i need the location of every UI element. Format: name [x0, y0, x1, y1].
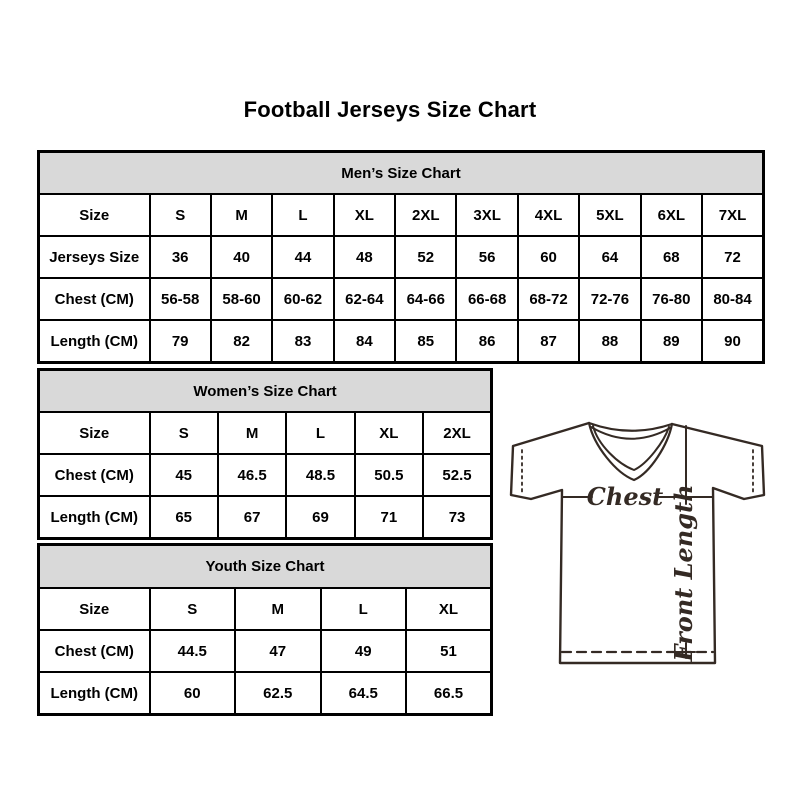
size-cell: 5XL: [579, 194, 640, 236]
size-cell: 52.5: [423, 454, 491, 496]
size-cell: 64.5: [321, 672, 407, 715]
size-cell: 2XL: [395, 194, 456, 236]
front-length-label: Front Length: [669, 484, 698, 662]
jersey-outline: [511, 423, 764, 663]
size-cell: 3XL: [456, 194, 517, 236]
table-row: [39, 454, 492, 496]
row-label: Size: [39, 194, 150, 236]
size-cell: 84: [334, 320, 395, 363]
table-row: [39, 320, 764, 363]
size-cell: 60: [150, 672, 236, 715]
table-row: [39, 672, 492, 715]
size-cell: 68-72: [518, 278, 579, 320]
size-cell: 71: [355, 496, 423, 539]
size-cell: 72: [702, 236, 763, 278]
table-row: [39, 236, 764, 278]
size-cell: 72-76: [579, 278, 640, 320]
youth-table-title: Youth Size Chart: [39, 545, 492, 589]
size-cell: 44: [272, 236, 333, 278]
size-cell: 82: [211, 320, 272, 363]
row-label: Chest (CM): [39, 278, 150, 320]
table-row: [39, 588, 492, 630]
chest-label: Chest: [586, 482, 664, 511]
size-cell: 56: [456, 236, 517, 278]
size-cell: 62-64: [334, 278, 395, 320]
size-cell: 86: [456, 320, 517, 363]
row-label: Length (CM): [39, 320, 150, 363]
size-cell: 45: [150, 454, 218, 496]
size-cell: L: [272, 194, 333, 236]
size-cell: 69: [286, 496, 354, 539]
row-label: Chest (CM): [39, 630, 150, 672]
row-label: Size: [39, 588, 150, 630]
size-cell: 89: [641, 320, 702, 363]
size-cell: M: [211, 194, 272, 236]
size-cell: XL: [406, 588, 492, 630]
row-label: Chest (CM): [39, 454, 150, 496]
mens-size-table: [37, 150, 765, 364]
size-cell: 76-80: [641, 278, 702, 320]
size-cell: 48.5: [286, 454, 354, 496]
youth-size-table: [37, 543, 493, 716]
size-cell: 4XL: [518, 194, 579, 236]
size-cell: S: [150, 412, 218, 454]
jersey-measurement-diagram: [498, 400, 778, 690]
row-label: Jerseys Size: [39, 236, 150, 278]
size-cell: 58-60: [211, 278, 272, 320]
size-cell: 36: [150, 236, 211, 278]
table-row: [39, 194, 764, 236]
table-row: [39, 278, 764, 320]
size-cell: 50.5: [355, 454, 423, 496]
size-cell: 7XL: [702, 194, 763, 236]
size-cell: 64-66: [395, 278, 456, 320]
size-cell: S: [150, 588, 236, 630]
size-cell: M: [218, 412, 286, 454]
size-cell: 83: [272, 320, 333, 363]
size-cell: 65: [150, 496, 218, 539]
size-cell: L: [286, 412, 354, 454]
size-cell: 52: [395, 236, 456, 278]
size-cell: 66.5: [406, 672, 492, 715]
row-label: Length (CM): [39, 496, 150, 539]
size-cell: 46.5: [218, 454, 286, 496]
size-cell: 90: [702, 320, 763, 363]
table-header-row: [39, 152, 764, 195]
size-cell: 48: [334, 236, 395, 278]
size-cell: S: [150, 194, 211, 236]
size-cell: 40: [211, 236, 272, 278]
size-cell: 80-84: [702, 278, 763, 320]
table-header-row: [39, 370, 492, 413]
size-cell: 73: [423, 496, 491, 539]
size-cell: 64: [579, 236, 640, 278]
size-cell: 60-62: [272, 278, 333, 320]
row-label: Size: [39, 412, 150, 454]
mens-table-title: Men’s Size Chart: [39, 152, 764, 195]
row-label: Length (CM): [39, 672, 150, 715]
size-cell: 88: [579, 320, 640, 363]
womens-table-title: Women’s Size Chart: [39, 370, 492, 413]
size-cell: 66-68: [456, 278, 517, 320]
table-header-row: [39, 545, 492, 589]
size-cell: 68: [641, 236, 702, 278]
size-cell: 56-58: [150, 278, 211, 320]
size-cell: 67: [218, 496, 286, 539]
size-cell: 2XL: [423, 412, 491, 454]
table-row: [39, 630, 492, 672]
size-cell: L: [321, 588, 407, 630]
size-cell: XL: [355, 412, 423, 454]
size-cell: 79: [150, 320, 211, 363]
size-cell: M: [235, 588, 321, 630]
size-cell: 49: [321, 630, 407, 672]
size-cell: 47: [235, 630, 321, 672]
table-row: [39, 496, 492, 539]
page-title: Football Jerseys Size Chart: [243, 97, 537, 122]
womens-size-table: [37, 368, 493, 540]
size-cell: 87: [518, 320, 579, 363]
size-cell: 6XL: [641, 194, 702, 236]
table-row: [39, 412, 492, 454]
size-cell: 51: [406, 630, 492, 672]
collar-top-arc: [589, 423, 672, 431]
size-cell: 44.5: [150, 630, 236, 672]
size-cell: 60: [518, 236, 579, 278]
size-cell: 85: [395, 320, 456, 363]
size-cell: 62.5: [235, 672, 321, 715]
size-cell: XL: [334, 194, 395, 236]
